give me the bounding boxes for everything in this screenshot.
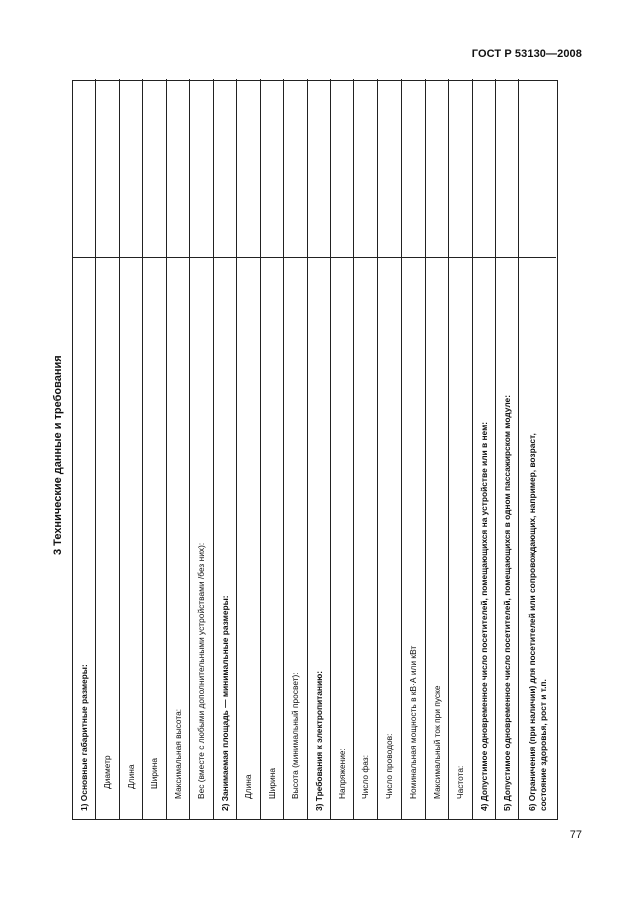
table-row <box>237 79 261 819</box>
table-row <box>496 79 519 819</box>
row-label-cell <box>237 257 260 819</box>
row-value-cell[interactable] <box>120 79 142 257</box>
table-row <box>190 79 214 819</box>
table-row <box>261 79 284 819</box>
section-title: 3 Технические данные и требования <box>52 355 64 555</box>
row-label-cell <box>378 257 401 819</box>
page-number: 77 <box>569 829 582 841</box>
row-value-cell[interactable] <box>426 79 448 257</box>
row-label-text: Напряжение: <box>336 748 347 799</box>
table-row <box>519 79 556 819</box>
row-label-text: Длина <box>243 774 254 799</box>
row-value-cell[interactable] <box>402 79 425 257</box>
row-label-text: Частота: <box>455 765 466 799</box>
table-row <box>449 79 473 819</box>
row-value-cell[interactable] <box>190 79 213 257</box>
row-label-cell <box>354 257 377 819</box>
row-label-text: 5) Допустимое одновременное число посетителей, помещающихся в одном пассажирском модуле: <box>501 395 512 811</box>
row-label-text: Ширина <box>266 768 277 799</box>
row-label-cell <box>426 257 448 819</box>
table-row <box>473 79 496 819</box>
row-label-text: Диаметр <box>102 755 113 789</box>
row-value-cell[interactable] <box>261 79 283 257</box>
row-label-text: Вес (вместе с любыми дополнительными устройствами /без них): <box>196 542 207 799</box>
row-value-cell[interactable] <box>167 79 189 257</box>
row-label-text: Высота (минимальный просвет): <box>290 672 301 799</box>
row-value-cell[interactable] <box>449 79 472 257</box>
row-label-text: Число фаз: <box>360 754 371 799</box>
row-label-cell <box>519 257 556 819</box>
row-label-cell <box>402 257 425 819</box>
row-value-cell[interactable] <box>214 79 236 257</box>
row-label-text-continued: состояние здоровья, рост и т.п. <box>537 679 548 811</box>
row-label-cell <box>308 257 330 819</box>
row-label-cell <box>73 257 95 819</box>
table-row <box>96 79 120 819</box>
row-label-text: Максимальная высота: <box>172 708 183 799</box>
row-value-cell[interactable] <box>378 79 401 257</box>
table-row <box>284 79 308 819</box>
row-label-cell <box>473 257 495 819</box>
row-label-cell <box>449 257 472 819</box>
row-label-cell <box>96 257 119 819</box>
row-label-text: 3) Требования к электропитанию: <box>313 670 324 811</box>
table-row <box>354 79 378 819</box>
row-label-text: Число проводов: <box>384 733 395 799</box>
row-value-cell[interactable] <box>96 79 119 257</box>
row-label-text: Номинальная мощность в кВ·А или кВт <box>408 645 419 799</box>
row-value-cell[interactable] <box>73 79 95 257</box>
row-label-cell <box>284 257 307 819</box>
row-value-cell[interactable] <box>473 79 495 257</box>
row-label-text: 1) Основные габаритные размеры: <box>78 664 89 811</box>
row-label-cell <box>496 257 518 819</box>
table-row <box>214 79 237 819</box>
table-row <box>167 79 190 819</box>
row-value-cell[interactable] <box>237 79 260 257</box>
table-row <box>308 79 331 819</box>
row-label-text: Максимальный ток при пуске <box>431 685 442 799</box>
row-label-text: Ширина <box>149 758 160 789</box>
row-label-text: 2) Занимаемая площадь — минимальные размеры: <box>219 595 230 811</box>
row-value-cell[interactable] <box>284 79 307 257</box>
table-row <box>378 79 402 819</box>
row-label-cell <box>331 257 353 819</box>
table-row <box>120 79 143 819</box>
table-row <box>402 79 426 819</box>
table-row <box>73 79 96 819</box>
requirements-table <box>72 80 558 820</box>
table-row <box>426 79 449 819</box>
row-value-cell[interactable] <box>496 79 518 257</box>
document-code: ГОСТ Р 53130—2008 <box>471 48 582 60</box>
table-row <box>331 79 354 819</box>
row-label-cell <box>143 257 166 819</box>
row-value-cell[interactable] <box>519 79 556 257</box>
row-label-cell <box>190 257 213 819</box>
row-value-cell[interactable] <box>143 79 166 257</box>
row-label-text: 6) Ограничения (при наличии) для посетителей или сопровождающих, например, возраст, <box>527 433 537 811</box>
row-label-text: Длина <box>125 764 136 789</box>
table-row <box>143 79 167 819</box>
row-value-cell[interactable] <box>331 79 353 257</box>
row-label-text: 4) Допустимое одновременное число посетителей, помещающихся на устройстве или в нем: <box>478 421 489 811</box>
row-label-cell <box>120 257 142 819</box>
row-value-cell[interactable] <box>308 79 330 257</box>
row-label-cell <box>214 257 236 819</box>
row-label-cell <box>167 257 189 819</box>
row-label-cell <box>261 257 283 819</box>
row-value-cell[interactable] <box>354 79 377 257</box>
